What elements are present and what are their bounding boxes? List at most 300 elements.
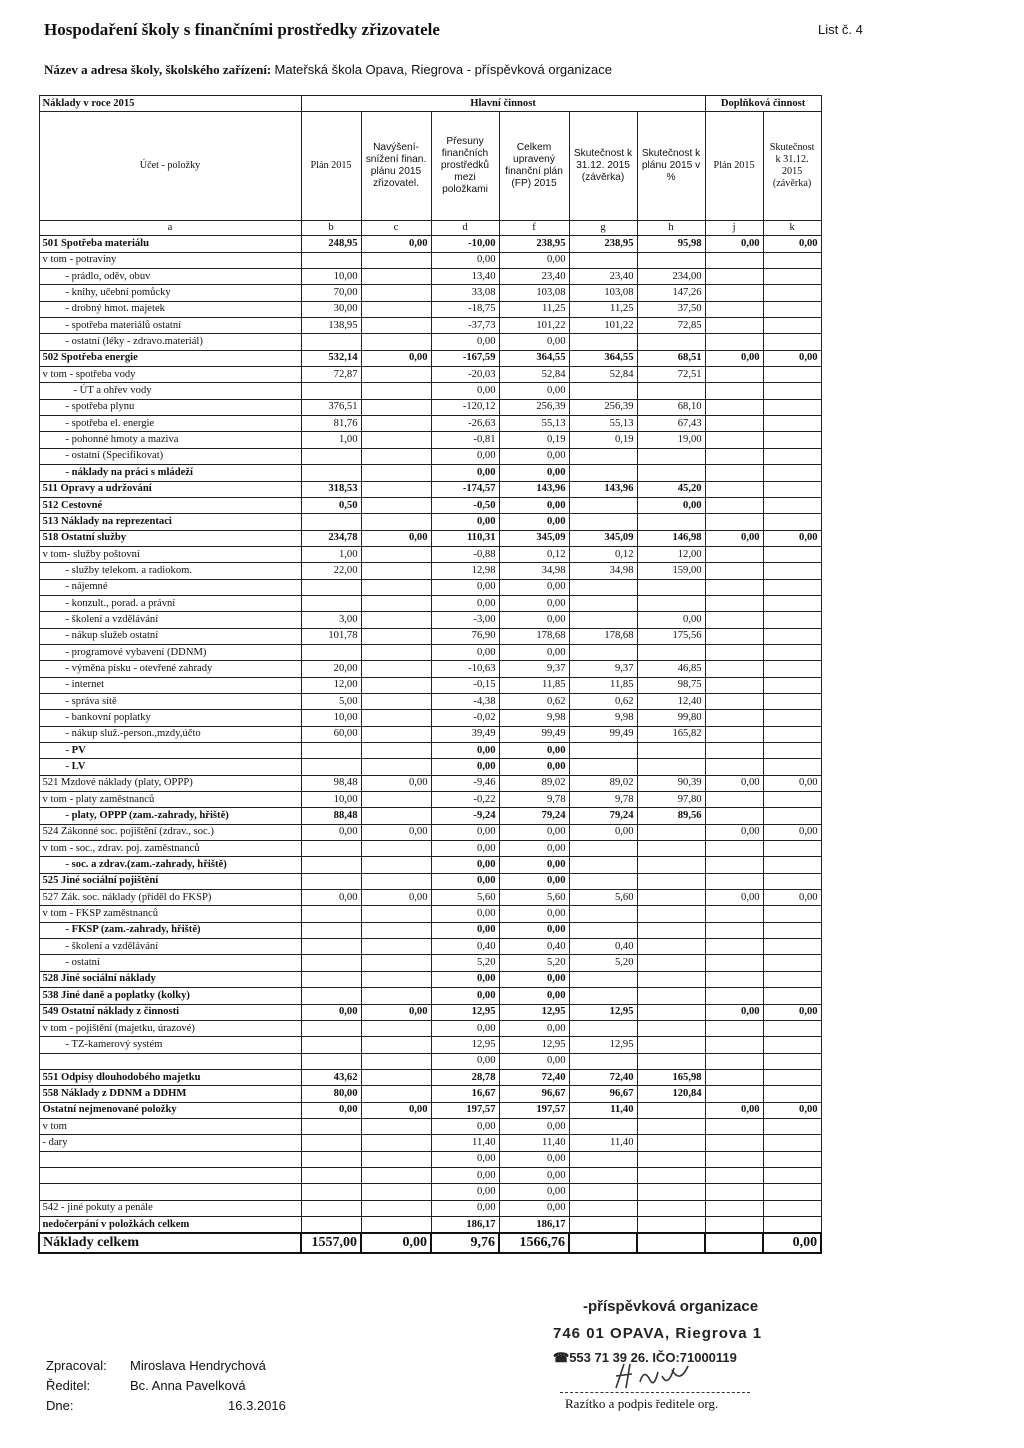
table-cell: 5,20 bbox=[499, 955, 569, 971]
table-cell: 0,00 bbox=[301, 890, 361, 906]
page-title: Hospodaření školy s finančními prostředky zřizovatele bbox=[44, 20, 440, 39]
table-cell bbox=[705, 1020, 763, 1036]
table-cell bbox=[361, 988, 431, 1004]
row-label: - ostatní bbox=[39, 955, 301, 971]
table-row bbox=[39, 971, 821, 987]
table-cell: 0,00 bbox=[763, 530, 821, 546]
table-cell bbox=[361, 448, 431, 464]
table-row bbox=[39, 252, 821, 268]
table-cell: 0,00 bbox=[499, 1020, 569, 1036]
table-cell: 5,20 bbox=[431, 955, 499, 971]
table-row bbox=[39, 890, 821, 906]
table-cell: 10,00 bbox=[301, 710, 361, 726]
table-cell bbox=[361, 318, 431, 334]
table-cell: 0,00 bbox=[499, 824, 569, 840]
table-cell bbox=[763, 661, 821, 677]
table-cell: 0,00 bbox=[499, 1167, 569, 1183]
col-header-f: Celkem upravený finanční plán (FP) 2015 bbox=[499, 112, 569, 221]
table-cell bbox=[569, 1151, 637, 1167]
table-cell bbox=[301, 448, 361, 464]
table-cell bbox=[763, 1184, 821, 1200]
table-cell: 0,50 bbox=[301, 497, 361, 513]
row-label: - správa sítě bbox=[39, 693, 301, 709]
table-cell bbox=[705, 334, 763, 350]
table-cell: -0,81 bbox=[431, 432, 499, 448]
table-row bbox=[39, 906, 821, 922]
table-cell bbox=[763, 367, 821, 383]
col-header-c: Navýšení-snížení finan. plánu 2015 zřizovatel. bbox=[361, 112, 431, 221]
table-cell: 88,48 bbox=[301, 808, 361, 824]
table-cell: 0,00 bbox=[431, 906, 499, 922]
table-row bbox=[39, 301, 821, 317]
table-row bbox=[39, 693, 821, 709]
table-row bbox=[39, 743, 821, 759]
table-cell bbox=[705, 1037, 763, 1053]
table-cell: 0,00 bbox=[431, 841, 499, 857]
table-cell bbox=[361, 1184, 431, 1200]
table-cell bbox=[705, 252, 763, 268]
table-cell bbox=[361, 399, 431, 415]
table-cell: 345,09 bbox=[499, 530, 569, 546]
table-cell: -10,00 bbox=[431, 236, 499, 252]
table-cell bbox=[763, 873, 821, 889]
row-label: 528 Jiné sociální náklady bbox=[39, 971, 301, 987]
table-cell: -0,02 bbox=[431, 710, 499, 726]
table-cell bbox=[301, 743, 361, 759]
total-row bbox=[39, 1233, 821, 1253]
table-cell bbox=[705, 988, 763, 1004]
table-row bbox=[39, 318, 821, 334]
table-cell bbox=[763, 906, 821, 922]
table-row bbox=[39, 775, 821, 791]
table-cell: 12,98 bbox=[431, 563, 499, 579]
table-cell bbox=[637, 939, 705, 955]
table-cell bbox=[637, 988, 705, 1004]
table-cell bbox=[637, 383, 705, 399]
column-letter: b bbox=[301, 221, 361, 236]
table-cell bbox=[637, 1167, 705, 1183]
table-row bbox=[39, 530, 821, 546]
table-cell bbox=[705, 873, 763, 889]
zpracoval-label: Zpracoval: bbox=[46, 1358, 107, 1373]
table-cell: 11,40 bbox=[431, 1135, 499, 1151]
table-cell bbox=[361, 628, 431, 644]
total-cell bbox=[569, 1233, 637, 1253]
table-cell bbox=[361, 710, 431, 726]
table-cell: 0,00 bbox=[431, 1151, 499, 1167]
table-cell: 0,00 bbox=[499, 971, 569, 987]
table-row bbox=[39, 1086, 821, 1102]
table-cell: 12,95 bbox=[499, 1037, 569, 1053]
table-row bbox=[39, 465, 821, 481]
total-cell bbox=[637, 1233, 705, 1253]
table-cell: -10,63 bbox=[431, 661, 499, 677]
table-cell bbox=[569, 988, 637, 1004]
table-cell: 0,00 bbox=[499, 497, 569, 513]
row-label: - internet bbox=[39, 677, 301, 693]
table-cell: 165,82 bbox=[637, 726, 705, 742]
row-label: 501 Spotřeba materiálu bbox=[39, 236, 301, 252]
table-cell: 9,78 bbox=[499, 792, 569, 808]
table-cell bbox=[361, 1200, 431, 1216]
table-row bbox=[39, 612, 821, 628]
table-cell bbox=[705, 955, 763, 971]
column-letter: d bbox=[431, 221, 499, 236]
row-label: 521 Mzdové náklady (platy, OPPP) bbox=[39, 775, 301, 791]
row-label: - programové vybavení (DDNM) bbox=[39, 644, 301, 660]
table-cell bbox=[361, 857, 431, 873]
table-cell bbox=[763, 514, 821, 530]
table-cell: 0,00 bbox=[431, 824, 499, 840]
row-label: - knihy, učební pomůcky bbox=[39, 285, 301, 301]
table-cell bbox=[763, 841, 821, 857]
table-cell bbox=[637, 824, 705, 840]
col-header-g: Skutečnost k 31.12. 2015 (závěrka) bbox=[569, 112, 637, 221]
table-cell bbox=[705, 971, 763, 987]
table-row bbox=[39, 1118, 821, 1134]
table-cell: 0,00 bbox=[763, 236, 821, 252]
row-label: 558 Náklady z DDNM a DDHM bbox=[39, 1086, 301, 1102]
table-cell bbox=[637, 971, 705, 987]
table-row bbox=[39, 661, 821, 677]
table-cell bbox=[763, 432, 821, 448]
table-cell bbox=[301, 252, 361, 268]
table-cell: 5,60 bbox=[431, 890, 499, 906]
table-cell: 0,00 bbox=[361, 1102, 431, 1118]
table-row bbox=[39, 759, 821, 775]
table-cell bbox=[569, 857, 637, 873]
table-cell: -174,57 bbox=[431, 481, 499, 497]
table-cell bbox=[361, 955, 431, 971]
table-cell bbox=[705, 857, 763, 873]
table-cell bbox=[705, 514, 763, 530]
row-label: Ostatní nejmenované položky bbox=[39, 1102, 301, 1118]
table-cell bbox=[705, 612, 763, 628]
table-cell bbox=[361, 1151, 431, 1167]
table-cell: 0,00 bbox=[499, 383, 569, 399]
row-label: - školení a vzdělávání bbox=[39, 612, 301, 628]
total-cell: 1566,76 bbox=[499, 1233, 569, 1253]
table-cell bbox=[705, 792, 763, 808]
table-cell: 72,40 bbox=[569, 1069, 637, 1085]
table-cell bbox=[569, 497, 637, 513]
row-label: v tom - FKSP zaměstnanců bbox=[39, 906, 301, 922]
table-cell: 11,25 bbox=[569, 301, 637, 317]
row-label: - spotřeba plynu bbox=[39, 399, 301, 415]
table-cell: -167,59 bbox=[431, 350, 499, 366]
table-cell bbox=[637, 1200, 705, 1216]
table-cell: -0,50 bbox=[431, 497, 499, 513]
table-cell bbox=[301, 939, 361, 955]
table-cell: 55,13 bbox=[569, 416, 637, 432]
table-cell bbox=[361, 1020, 431, 1036]
table-cell bbox=[361, 1167, 431, 1183]
table-cell: 0,00 bbox=[705, 775, 763, 791]
total-cell: 0,00 bbox=[763, 1233, 821, 1253]
table-cell bbox=[569, 1200, 637, 1216]
table-cell: 72,85 bbox=[637, 318, 705, 334]
table-cell bbox=[361, 579, 431, 595]
table-cell: 22,00 bbox=[301, 563, 361, 579]
table-row bbox=[39, 481, 821, 497]
table-cell bbox=[361, 743, 431, 759]
table-cell bbox=[637, 595, 705, 611]
table-cell: 34,98 bbox=[499, 563, 569, 579]
table-cell bbox=[705, 301, 763, 317]
row-label: - PV bbox=[39, 743, 301, 759]
signature-caption: Razítko a podpis ředitele org. bbox=[565, 1396, 719, 1411]
table-cell bbox=[569, 1184, 637, 1200]
table-cell bbox=[637, 465, 705, 481]
table-cell: 0,00 bbox=[431, 448, 499, 464]
table-row bbox=[39, 285, 821, 301]
table-cell bbox=[361, 1086, 431, 1102]
table-cell: 0,00 bbox=[763, 890, 821, 906]
table-row bbox=[39, 1004, 821, 1020]
total-cell bbox=[705, 1233, 763, 1253]
table-cell bbox=[763, 285, 821, 301]
table-cell bbox=[705, 1135, 763, 1151]
table-cell: 0,00 bbox=[431, 1118, 499, 1134]
stamp-line-2: 746 01 OPAVA, Riegrova 1 bbox=[553, 1325, 763, 1342]
row-label bbox=[39, 1167, 301, 1183]
row-label: - FKSP (zam.-zahrady, hřiště) bbox=[39, 922, 301, 938]
table-row bbox=[39, 628, 821, 644]
table-row bbox=[39, 579, 821, 595]
table-cell: 43,62 bbox=[301, 1069, 361, 1085]
table-row bbox=[39, 416, 821, 432]
table-cell: 99,80 bbox=[637, 710, 705, 726]
table-row bbox=[39, 841, 821, 857]
table-cell: 175,56 bbox=[637, 628, 705, 644]
table-cell: 97,80 bbox=[637, 792, 705, 808]
table-cell: 99,49 bbox=[499, 726, 569, 742]
school-label: Název a adresa školy, školského zařízení: bbox=[44, 62, 272, 77]
table-cell: 28,78 bbox=[431, 1069, 499, 1085]
table-cell: 0,00 bbox=[431, 873, 499, 889]
table-cell bbox=[763, 971, 821, 987]
table-cell bbox=[637, 857, 705, 873]
table-row bbox=[39, 1200, 821, 1216]
table-cell: 98,75 bbox=[637, 677, 705, 693]
table-cell bbox=[705, 1200, 763, 1216]
table-cell: -37,73 bbox=[431, 318, 499, 334]
table-cell bbox=[705, 367, 763, 383]
table-row bbox=[39, 595, 821, 611]
table-cell bbox=[763, 481, 821, 497]
table-cell bbox=[361, 481, 431, 497]
table-cell bbox=[763, 693, 821, 709]
table-cell: 0,00 bbox=[499, 1151, 569, 1167]
total-cell: 0,00 bbox=[361, 1233, 431, 1253]
table-cell: 101,22 bbox=[569, 318, 637, 334]
total-cell: 9,76 bbox=[431, 1233, 499, 1253]
table-cell bbox=[763, 808, 821, 824]
table-cell: 45,20 bbox=[637, 481, 705, 497]
table-row bbox=[39, 1102, 821, 1118]
row-label: 511 Opravy a udržování bbox=[39, 481, 301, 497]
table-cell: 0,00 bbox=[361, 775, 431, 791]
table-cell bbox=[637, 1151, 705, 1167]
table-cell: 0,00 bbox=[569, 824, 637, 840]
column-letter: j bbox=[705, 221, 763, 236]
table-cell bbox=[301, 514, 361, 530]
header-doplnkova-cinnost: Doplňková činnost bbox=[705, 96, 821, 112]
table-cell: 143,96 bbox=[569, 481, 637, 497]
table-cell: 10,00 bbox=[301, 269, 361, 285]
table-cell: 0,00 bbox=[499, 514, 569, 530]
table-cell bbox=[569, 252, 637, 268]
table-cell: 11,25 bbox=[499, 301, 569, 317]
table-cell bbox=[569, 334, 637, 350]
table-cell bbox=[361, 1135, 431, 1151]
table-cell: 0,40 bbox=[569, 939, 637, 955]
table-cell: 0,00 bbox=[431, 1167, 499, 1183]
table-cell bbox=[301, 1118, 361, 1134]
table-cell bbox=[763, 1037, 821, 1053]
row-label: v tom - potraviny bbox=[39, 252, 301, 268]
table-cell: 0,00 bbox=[499, 612, 569, 628]
table-cell: 103,08 bbox=[569, 285, 637, 301]
table-cell bbox=[705, 448, 763, 464]
table-row bbox=[39, 1053, 821, 1069]
table-cell: 0,62 bbox=[499, 693, 569, 709]
table-cell: 12,95 bbox=[431, 1004, 499, 1020]
table-cell bbox=[361, 416, 431, 432]
table-cell: 1,00 bbox=[301, 432, 361, 448]
table-cell: 318,53 bbox=[301, 481, 361, 497]
table-cell: 0,00 bbox=[431, 644, 499, 660]
table-cell: 0,00 bbox=[499, 252, 569, 268]
row-label bbox=[39, 1151, 301, 1167]
table-cell: 0,00 bbox=[499, 1118, 569, 1134]
table-cell bbox=[361, 1118, 431, 1134]
table-cell: 0,00 bbox=[361, 530, 431, 546]
table-row bbox=[39, 922, 821, 938]
table-cell bbox=[361, 922, 431, 938]
table-cell: 0,00 bbox=[301, 1004, 361, 1020]
table-cell: 197,57 bbox=[431, 1102, 499, 1118]
table-row bbox=[39, 383, 821, 399]
table-cell bbox=[569, 612, 637, 628]
table-cell: 0,00 bbox=[705, 1004, 763, 1020]
table-cell bbox=[301, 579, 361, 595]
table-cell: 0,00 bbox=[637, 612, 705, 628]
table-cell bbox=[705, 546, 763, 562]
table-cell bbox=[301, 1135, 361, 1151]
table-cell bbox=[705, 1167, 763, 1183]
table-cell: 0,00 bbox=[763, 350, 821, 366]
table-cell bbox=[637, 1020, 705, 1036]
row-label: 524 Zákonné soc. pojištění (zdrav., soc.) bbox=[39, 824, 301, 840]
table-cell bbox=[705, 383, 763, 399]
table-cell bbox=[637, 890, 705, 906]
table-cell: 0,00 bbox=[301, 824, 361, 840]
table-cell bbox=[637, 1135, 705, 1151]
table-row bbox=[39, 236, 821, 252]
table-cell: 34,98 bbox=[569, 563, 637, 579]
table-cell bbox=[637, 922, 705, 938]
table-row bbox=[39, 367, 821, 383]
table-cell bbox=[705, 710, 763, 726]
table-cell bbox=[705, 922, 763, 938]
table-cell bbox=[763, 595, 821, 611]
row-label: - ÚT a ohřev vody bbox=[39, 383, 301, 399]
table-cell bbox=[763, 743, 821, 759]
table-cell: 0,00 bbox=[499, 922, 569, 938]
table-cell: 76,90 bbox=[431, 628, 499, 644]
table-cell bbox=[763, 955, 821, 971]
table-cell: 55,13 bbox=[499, 416, 569, 432]
table-row bbox=[39, 448, 821, 464]
table-cell bbox=[569, 922, 637, 938]
table-cell bbox=[637, 514, 705, 530]
table-cell bbox=[763, 301, 821, 317]
table-cell bbox=[705, 285, 763, 301]
table-cell bbox=[569, 743, 637, 759]
table-cell bbox=[569, 465, 637, 481]
table-cell bbox=[637, 448, 705, 464]
table-cell bbox=[637, 841, 705, 857]
table-cell: 0,12 bbox=[569, 546, 637, 562]
table-cell: 20,00 bbox=[301, 661, 361, 677]
table-cell: 0,00 bbox=[499, 644, 569, 660]
table-cell: 0,00 bbox=[763, 1102, 821, 1118]
table-cell: 98,48 bbox=[301, 775, 361, 791]
table-cell bbox=[637, 1004, 705, 1020]
table-cell: 0,00 bbox=[499, 988, 569, 1004]
table-cell bbox=[763, 1151, 821, 1167]
table-cell bbox=[763, 399, 821, 415]
table-cell bbox=[637, 1037, 705, 1053]
table-cell bbox=[763, 1053, 821, 1069]
table-row bbox=[39, 269, 821, 285]
table-cell: 256,39 bbox=[569, 399, 637, 415]
table-cell bbox=[301, 465, 361, 481]
table-row bbox=[39, 1216, 821, 1233]
table-cell: 9,37 bbox=[499, 661, 569, 677]
table-cell: 0,00 bbox=[431, 1053, 499, 1069]
table-row bbox=[39, 563, 821, 579]
table-cell: 0,19 bbox=[499, 432, 569, 448]
table-cell bbox=[569, 1167, 637, 1183]
table-cell: 0,00 bbox=[499, 1053, 569, 1069]
table-cell bbox=[637, 743, 705, 759]
row-label: - TZ-kamerový systém bbox=[39, 1037, 301, 1053]
table-cell: -20,03 bbox=[431, 367, 499, 383]
table-cell bbox=[361, 1053, 431, 1069]
table-cell: 67,43 bbox=[637, 416, 705, 432]
table-cell: 0,00 bbox=[499, 906, 569, 922]
header-naklady: Náklady v roce 2015 bbox=[39, 96, 301, 112]
table-cell: 0,00 bbox=[431, 579, 499, 595]
table-cell bbox=[301, 644, 361, 660]
table-cell bbox=[705, 841, 763, 857]
table-cell: 345,09 bbox=[569, 530, 637, 546]
table-row bbox=[39, 1184, 821, 1200]
table-cell: 364,55 bbox=[499, 350, 569, 366]
table-cell bbox=[569, 383, 637, 399]
table-cell: -0,22 bbox=[431, 792, 499, 808]
table-cell bbox=[705, 318, 763, 334]
table-cell bbox=[361, 726, 431, 742]
table-cell: 0,40 bbox=[431, 939, 499, 955]
table-cell: 80,00 bbox=[301, 1086, 361, 1102]
table-cell: 70,00 bbox=[301, 285, 361, 301]
table-cell: 165,98 bbox=[637, 1069, 705, 1085]
table-cell: 0,00 bbox=[431, 759, 499, 775]
table-cell bbox=[637, 1184, 705, 1200]
